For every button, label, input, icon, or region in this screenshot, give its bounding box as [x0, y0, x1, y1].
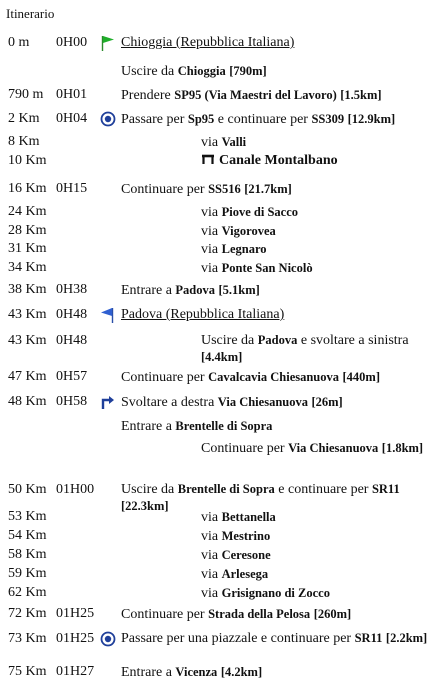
instruction-emphasis: SR11 — [354, 631, 383, 645]
itinerary-row — [0, 508, 439, 528]
row-time: 0H00 — [56, 35, 88, 50]
instruction-emphasis: [790m] — [229, 64, 267, 78]
instruction-emphasis: [440m] — [342, 370, 381, 384]
itinerary-row — [0, 306, 439, 326]
row-distance: 24 Km — [8, 204, 47, 219]
instruction-text: Entrare a — [121, 283, 176, 298]
row-instruction — [121, 86, 431, 105]
row-distance: 53 Km — [8, 509, 47, 524]
row-distance: 38 Km — [8, 282, 47, 297]
row-instruction — [201, 565, 431, 584]
instruction-text: Uscire da — [201, 333, 258, 348]
row-distance: 59 Km — [8, 566, 47, 581]
row-instruction — [201, 508, 431, 527]
instruction-emphasis: Brentelle di Sopra — [175, 419, 273, 433]
itinerary-row — [0, 584, 439, 604]
row-time: 0H38 — [56, 282, 88, 297]
row-instruction — [201, 152, 431, 170]
instruction-emphasis: Valli — [221, 135, 247, 149]
itinerary-row — [0, 152, 439, 172]
row-distance: 2 Km — [8, 111, 40, 126]
row-distance: 62 Km — [8, 585, 47, 600]
instruction-text: via — [201, 567, 222, 582]
row-distance: 790 m — [8, 87, 44, 102]
instruction-text: Uscire da — [121, 64, 178, 79]
row-instruction — [121, 62, 431, 81]
instruction-emphasis: Mestrino — [221, 529, 271, 543]
itinerary-row — [0, 259, 439, 279]
row-instruction — [121, 630, 431, 647]
instruction-emphasis: [5.1km] — [218, 283, 260, 297]
instruction-emphasis: Padova — [175, 283, 216, 297]
row-distance: 47 Km — [8, 369, 47, 384]
row-time: 0H48 — [56, 333, 88, 348]
instruction-text: e svoltare a sinistra — [297, 333, 409, 348]
instruction-emphasis: Padova — [257, 333, 298, 347]
instruction-text: via — [201, 548, 222, 563]
instruction-emphasis: Bettanella — [221, 510, 276, 524]
row-instruction — [121, 281, 431, 300]
row-time: 0H04 — [56, 111, 88, 126]
row-instruction — [121, 663, 431, 682]
itinerary-row — [0, 110, 439, 130]
instruction-text: Passare per una piazzale e continuare per — [121, 631, 355, 646]
row-instruction — [201, 240, 431, 259]
instruction-emphasis: SS309 — [311, 112, 345, 126]
flag-green-icon — [100, 34, 116, 52]
row-distance: 43 Km — [8, 333, 47, 348]
instruction-emphasis: Grisignano di Zocco — [221, 586, 330, 600]
roundabout-icon — [100, 630, 116, 648]
instruction-emphasis: Via Chiesanuova — [217, 395, 308, 409]
instruction-emphasis: SR11 — [371, 482, 400, 496]
row-instruction — [201, 203, 431, 222]
instruction-emphasis: Ceresone — [221, 548, 271, 562]
itinerary-row — [0, 368, 439, 388]
instruction-emphasis: [4.4km] — [201, 350, 243, 364]
row-instruction — [201, 546, 431, 565]
instruction-emphasis: Legnaro — [221, 242, 267, 256]
row-distance: 73 Km — [8, 631, 47, 646]
row-distance: 28 Km — [8, 223, 47, 238]
row-distance: 54 Km — [8, 528, 47, 543]
row-time: 01H25 — [56, 631, 95, 646]
row-time: 01H27 — [56, 664, 95, 679]
row-distance: 75 Km — [8, 664, 47, 679]
instruction-emphasis: Chioggia — [177, 64, 226, 78]
itinerary-row — [0, 332, 439, 364]
row-instruction — [201, 440, 431, 457]
instruction-emphasis: [22.3km] — [121, 499, 169, 513]
row-time: 0H15 — [56, 181, 88, 196]
instruction-emphasis: [4.2km] — [220, 665, 263, 679]
roundabout-icon — [100, 110, 116, 128]
itinerary-row — [0, 527, 439, 547]
instruction-text: e continuare per — [214, 112, 312, 127]
row-instruction — [201, 584, 431, 603]
row-distance: 16 Km — [8, 181, 47, 196]
instruction-text: Continuare per — [121, 370, 209, 385]
instruction-text: via — [201, 261, 222, 276]
itinerary-row — [0, 630, 439, 650]
instruction-text: Continuare per — [121, 607, 209, 622]
instruction-emphasis: Sp95 — [187, 112, 215, 126]
itinerary-title: Itinerario — [6, 6, 55, 21]
row-instruction — [201, 332, 431, 366]
row-instruction — [121, 393, 431, 412]
flag-blue-icon — [100, 306, 116, 324]
row-distance: 31 Km — [8, 241, 47, 256]
instruction-emphasis: [12.9km] — [347, 112, 396, 126]
instruction-emphasis: Arlesega — [221, 567, 269, 581]
instruction-text: via — [201, 242, 222, 257]
itinerary-row — [0, 440, 439, 460]
instruction-text: Continuare per — [201, 441, 289, 456]
instruction-emphasis: [260m] — [313, 607, 352, 621]
row-distance: 43 Km — [8, 307, 47, 322]
instruction-emphasis: Strada della Pelosa — [208, 607, 311, 621]
row-instruction — [121, 417, 431, 436]
instruction-emphasis: [1.8km] — [381, 441, 424, 455]
instruction-text: Uscire da — [121, 482, 178, 497]
place-link[interactable]: Chioggia (Repubblica Italiana) — [121, 35, 295, 50]
row-instruction — [201, 259, 431, 278]
row-distance: 58 Km — [8, 547, 47, 562]
itinerary-row — [0, 62, 439, 82]
instruction-text: via — [201, 224, 222, 239]
instruction-text: Entrare a — [121, 419, 176, 434]
instruction-emphasis: Brentelle di Sopra — [177, 482, 275, 496]
row-instruction — [201, 527, 431, 546]
itinerary-row — [0, 546, 439, 566]
itinerary-row — [0, 34, 439, 54]
instruction-emphasis: Via Chiesanuova — [288, 441, 379, 455]
instruction-text: via — [201, 529, 222, 544]
itinerary-row — [0, 663, 439, 683]
place-link[interactable]: Padova (Repubblica Italiana) — [121, 307, 285, 322]
instruction-text: via — [201, 135, 222, 150]
itinerary-row — [0, 86, 439, 106]
row-time: 0H58 — [56, 394, 88, 409]
instruction-emphasis: SS516 — [208, 182, 241, 196]
turn-right-icon — [100, 393, 116, 411]
row-instruction — [121, 368, 431, 387]
instruction-text: Passare per — [121, 112, 188, 127]
instruction-text: Continuare per — [121, 182, 209, 197]
instruction-text: via — [201, 510, 222, 525]
itinerary-row — [0, 605, 439, 625]
instruction-emphasis: [2.2km] — [385, 631, 428, 645]
itinerary-row — [0, 281, 439, 301]
row-time: 01H25 — [56, 606, 95, 621]
row-instruction — [121, 34, 431, 52]
row-instruction — [121, 180, 431, 199]
row-time: 0H57 — [56, 369, 88, 384]
row-time: 0H01 — [56, 87, 88, 102]
instruction-emphasis: [26m] — [311, 395, 343, 409]
row-distance: 8 Km — [8, 134, 40, 149]
row-instruction — [121, 605, 431, 624]
row-distance: 34 Km — [8, 260, 47, 275]
instruction-text: Svoltare a destra — [121, 395, 218, 410]
itinerary-row — [0, 180, 439, 200]
row-distance: 10 Km — [8, 153, 47, 168]
row-instruction — [121, 110, 431, 129]
itinerary-row — [0, 417, 439, 437]
instruction-emphasis: Piove di Sacco — [221, 205, 298, 219]
instruction-emphasis: [1.5km] — [340, 88, 382, 102]
instruction-text: e continuare per — [274, 482, 372, 497]
instruction-emphasis: Canale Montalbano — [219, 153, 338, 168]
row-instruction — [201, 222, 431, 241]
instruction-emphasis: SP95 (Via Maestri del Lavoro) — [174, 88, 337, 102]
row-distance: 72 Km — [8, 606, 47, 621]
instruction-text: Entrare a — [121, 665, 176, 680]
itinerary-row — [0, 565, 439, 585]
itinerary-row — [0, 393, 439, 413]
instruction-text: via — [201, 205, 222, 220]
row-distance: 0 m — [8, 35, 30, 50]
instruction-text: Prendere — [121, 88, 175, 103]
instruction-emphasis: [21.7km] — [244, 182, 292, 196]
itinerary-row — [0, 133, 439, 153]
instruction-text: via — [201, 586, 222, 601]
row-instruction — [121, 306, 431, 324]
row-distance: 48 Km — [8, 394, 47, 409]
instruction-emphasis: Ponte San Nicolò — [221, 261, 313, 275]
itinerary-row — [0, 222, 439, 242]
itinerary-row — [0, 240, 439, 260]
row-time: 01H00 — [56, 482, 95, 497]
row-distance: 50 Km — [8, 482, 47, 497]
instruction-emphasis: Vicenza — [175, 665, 218, 679]
instruction-emphasis: Cavalcavia Chiesanuova — [208, 370, 340, 384]
row-time: 0H48 — [56, 307, 88, 322]
bridge-icon — [201, 153, 215, 165]
itinerary-row — [0, 481, 439, 513]
row-instruction — [201, 133, 431, 152]
instruction-emphasis: Vigorovea — [221, 224, 276, 238]
itinerary-row — [0, 203, 439, 223]
